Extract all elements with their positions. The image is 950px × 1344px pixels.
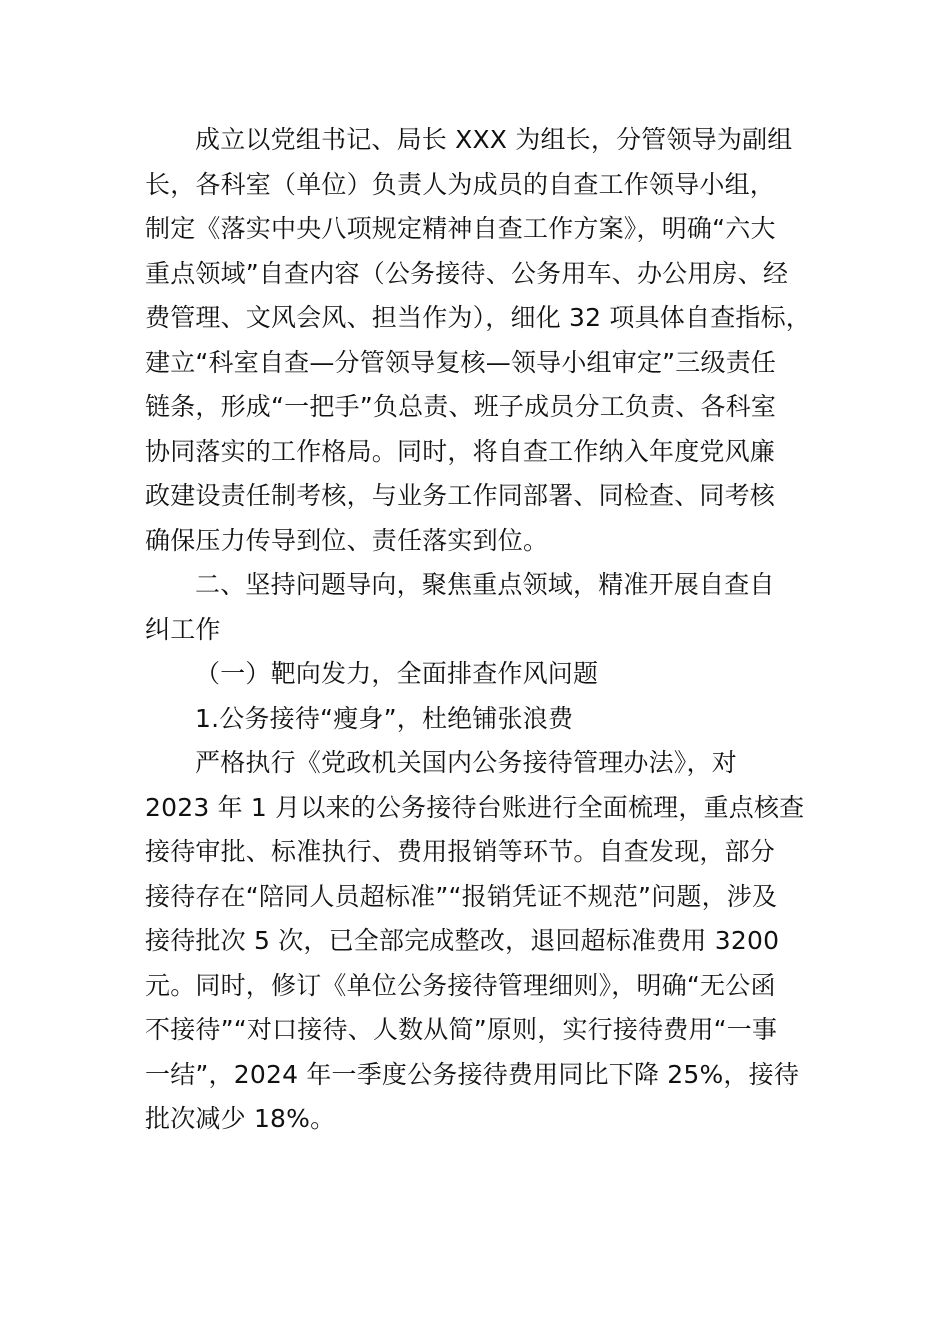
paragraph-line: 长，各科室（单位）负责人为成员的自查工作领导小组，: [145, 170, 776, 199]
paragraph-line: 协同落实的工作格局。同时，将自查工作纳入年度党风廉: [145, 437, 776, 466]
section-heading: 纠工作: [145, 615, 221, 644]
paragraph-line: 批次减少 18%。: [145, 1104, 336, 1133]
paragraph-line: 费管理、文风会风、担当作为），细化 32 项具体自查指标，: [145, 303, 812, 332]
paragraph-line: 确保压力传导到位、责任落实到位。: [145, 526, 549, 555]
item-heading: 1.公务接待“瘦身”，杜绝铺张浪费: [195, 704, 574, 733]
paragraph-line: 接待存在“陪同人员超标准”“报销凭证不规范”问题，涉及: [145, 882, 778, 911]
paragraph-line: 严格执行《党政机关国内公务接待管理办法》，对: [195, 748, 737, 777]
paragraph-line: 重点领域”自查内容（公务接待、公务用车、办公用房、经: [145, 259, 789, 288]
paragraph-line: 元。同时，修订《单位公务接待管理细则》，明确“无公函: [145, 971, 776, 1000]
paragraph-line: 制定《落实中央八项规定精神自查工作方案》，明确“六大: [145, 214, 776, 243]
paragraph-line: 链条，形成“一把手”负总责、班子成员分工负责、各科室: [145, 392, 777, 421]
paragraph-line: 成立以党组书记、局长 XXX 为组长，分管领导为副组: [195, 125, 793, 154]
paragraph-line: 不接待”“对口接待、人数从简”原则，实行接待费用“一事: [145, 1015, 778, 1044]
paragraph-line: 一结”，2024 年一季度公务接待费用同比下降 25%，接待: [145, 1060, 800, 1089]
section-heading: 二、坚持问题导向，聚焦重点领域，精准开展自查自: [195, 570, 775, 599]
paragraph-line: 政建设责任制考核，与业务工作同部署、同检查、同考核: [145, 481, 776, 510]
subsection-heading: （一）靶向发力，全面排查作风问题: [195, 659, 599, 688]
paragraph-line: 建立“科室自查—分管领导复核—领导小组审定”三级责任: [145, 348, 777, 377]
paragraph-line: 接待批次 5 次，已全部完成整改，退回超标准费用 3200: [145, 926, 780, 955]
paragraph-line: 接待审批、标准执行、费用报销等环节。自查发现，部分: [145, 837, 776, 866]
paragraph-line: 2023 年 1 月以来的公务接待台账进行全面梳理，重点核查: [145, 793, 805, 822]
